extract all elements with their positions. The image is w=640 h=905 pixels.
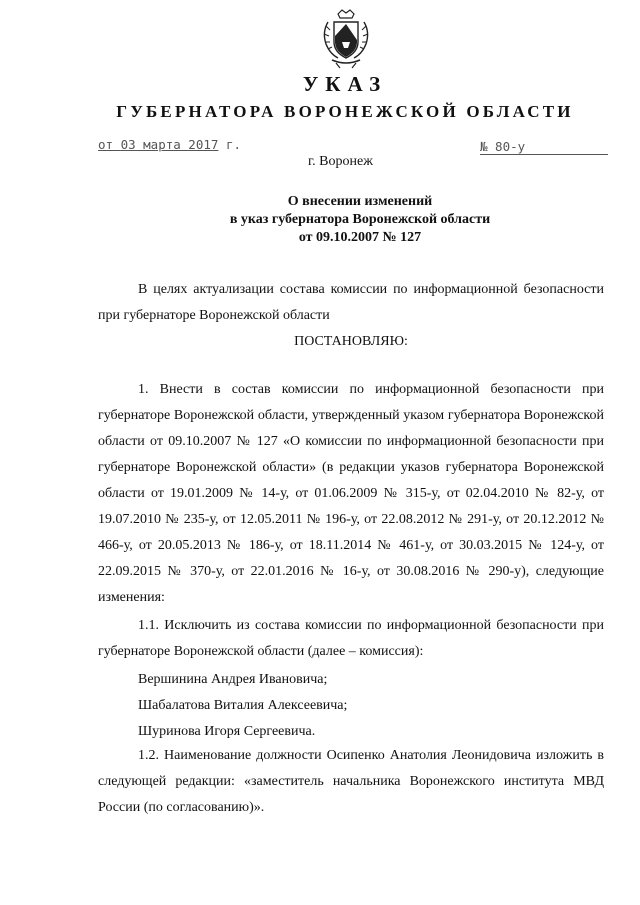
subject-line-1: О внесении изменений <box>287 194 433 209</box>
city: г. Воронеж <box>308 154 373 169</box>
item-1-1-paragraph: 1.1. Исключить из состава комиссии по информационной безопасности при губернаторе Воронежской области (далее – комиссия): <box>98 618 604 659</box>
item-1-2-paragraph: 1.2. Наименование должности Осипенко Анатолия Леонидовича изложить в следующей редакции: «заместитель начальника Воронежского института МВД России (по согласованию)». <box>98 748 604 815</box>
subject-line-3: от 09.10.2007 № 127 <box>298 230 422 245</box>
document-number: № 80-у <box>480 139 608 155</box>
person-2: Шабалатова Виталия Алексеевича; <box>138 698 348 713</box>
person-1: Вершинина Андрея Ивановича; <box>138 672 328 687</box>
preamble-paragraph: В целях актуализации состава комиссии по информационной безопасности при губернаторе Воронежской области <box>98 282 604 323</box>
document-issuer: ГУБЕРНАТОРА ВОРОНЕЖСКОЙ ОБЛАСТИ <box>116 102 574 121</box>
date-value: 03 марта 2017 <box>120 137 219 152</box>
person-3: Шуринова Игоря Сергеевича. <box>138 724 316 739</box>
subject-line-2: в указ губернатора Воронежской области <box>229 212 491 227</box>
document-date <box>98 137 241 152</box>
document-title: УКАЗ <box>302 72 388 96</box>
coat-of-arms-emblem <box>318 8 374 70</box>
date-suffix: г. <box>218 137 241 152</box>
item-1-paragraph: 1. Внести в состав комиссии по информационной безопасности при губернаторе Воронежской области, утвержденный указом губернатора Воронежской области от 09.10.2007 № 127 «О комиссии по информационной безопасности при губернаторе Воронежской области» (в редакции указов губернатора Воронежской области от 19.01.2009 № 14-у, от 01.06.2009 № 315-у, от 02.04.2010 № 82-у, от 19.07.2010 № 235-у, от 12.05.2011 № 196-у, от 22.08.2012 № 291-у, от 20.12.2012 № 466-у, от 20.05.2013 № 186-у, от 18.11.2014 № 461-у, от 30.03.2015 № 124-у, от 22.09.2015 № 370-у, от 22.01.2016 № 16-у, от 30.08.2016 № 290-у), следующие изменения: <box>98 382 604 605</box>
document-subject <box>0 193 640 247</box>
date-prefix: от <box>98 137 121 152</box>
decree-word: ПОСТАНОВЛЯЮ: <box>294 334 408 349</box>
